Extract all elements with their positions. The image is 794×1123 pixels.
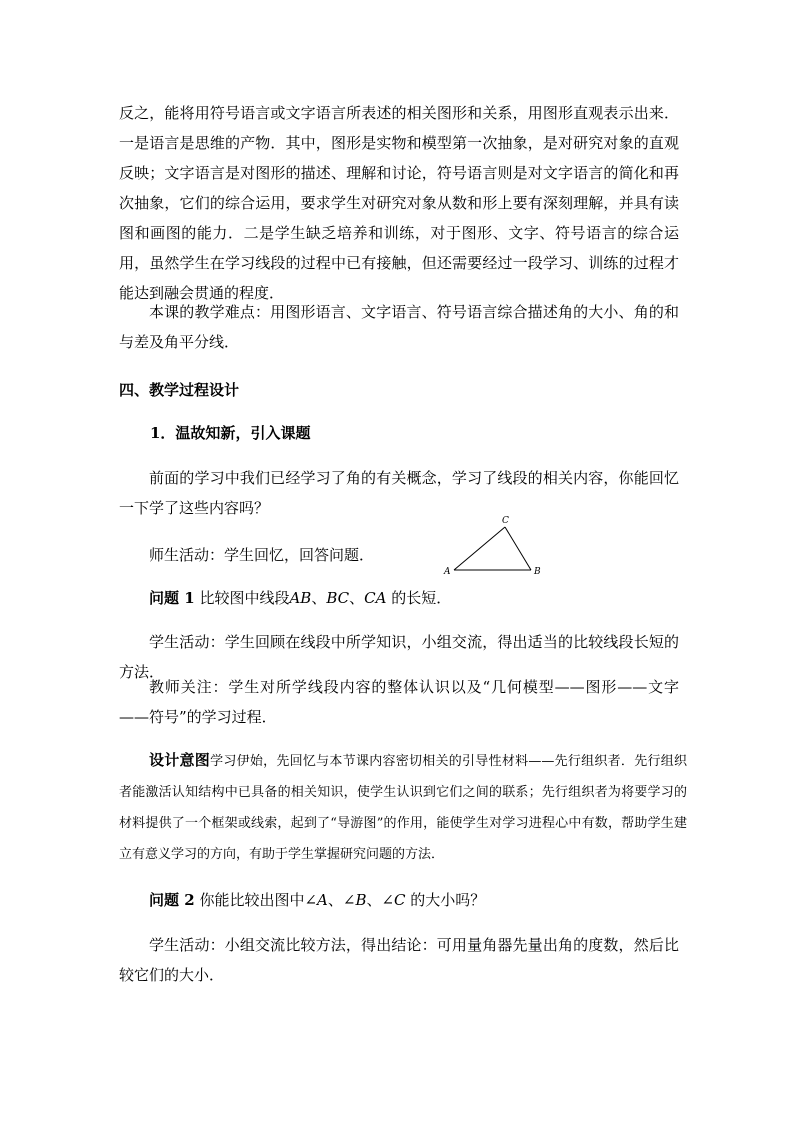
segment-bc-label: BC — [326, 589, 350, 607]
vertex-a-label: A — [444, 567, 451, 577]
question-2 — [119, 885, 679, 915]
intro-paragraph: 反之，能将用符号语言或文字语言所表述的相关图形和关系，用图形直观表示出来．一是语言是思维的产物．其中，图形是实物和模型第一次抽象，是对研究对象的直观反映；文字语言是对图形的描述、理解和讨论，符号语言则是对文字语言的简化和再次抽象，它们的综合运用，要求学生对研究对象从数和形上要有深刻理解，并具有读图和画图的能力．二是学生缺乏培养和训练，对于图形、文字、符号语言的综合运用，虽然学生在学习线段的过程中已有接触，但还需要经过一段学习、训练的过程才能达到融会贯通的程度． — [119, 104, 679, 302]
activity-1-paragraph: 学生活动：学生回顾在线段中所学知识，小组交流，得出适当的比较线段长短的方法． — [119, 633, 679, 681]
question-2-label: 问题 2 — [149, 891, 195, 909]
angle-a-label: ∠A — [304, 891, 328, 909]
vertex-c-label: C — [502, 516, 509, 526]
teacher-student-activity: 师生活动：学生回忆，回答问题． — [149, 546, 375, 564]
separator: 、 — [327, 891, 343, 909]
question-2-text-end: 的大小吗？ — [405, 891, 486, 909]
angle-c-label: ∠C — [381, 891, 406, 909]
vertex-b-label: B — [534, 567, 541, 577]
design-intent-paragraph — [119, 745, 687, 870]
segment-bc — [505, 527, 531, 570]
question-1-text-end: 的长短． — [386, 589, 452, 607]
triangle-figure — [440, 512, 550, 582]
activity-2-paragraph: 学生活动：小组交流比较方法，得出结论：可用量角器先量出角的度数，然后比较它们的大小． — [119, 936, 679, 984]
segment-ab-label: AB — [289, 589, 312, 607]
question-1 — [119, 583, 679, 613]
design-intent-label: 设计意图 — [149, 751, 211, 769]
angle-b-label: ∠B — [342, 891, 367, 909]
section-heading: 四、教学过程设计 — [119, 381, 240, 399]
question-1-label: 问题 1 — [149, 589, 195, 607]
teacher-focus-paragraph: 教师关注：学生对所学线段内容的整体认识以及“几何模型——图形——文字——符号”的学习过程． — [119, 678, 679, 726]
question-2-text: 你能比较出图中 — [194, 891, 305, 909]
separator: 、 — [311, 589, 327, 607]
segment-ca — [454, 527, 505, 570]
segment-ca-label: CA — [364, 589, 387, 607]
step-heading: 1．温故知新，引入课题 — [150, 424, 311, 442]
design-intent-text: 学习伊始，先回忆与本节课内容密切相关的引导性材料——先行组织者．先行组织者能激活认知结构中已具备的相关知识，使学生认识到它们之间的联系；先行组织者为将要学习的材料提供了一个框架或线索，起到了“导游图”的作用，能使学生对学习进程心中有数，帮助学生建立有意义学习的方向，有助于学生掌握研究问题的方法． — [119, 754, 687, 862]
separator: 、 — [349, 589, 365, 607]
separator: 、 — [366, 891, 382, 909]
step-intro-paragraph: 前面的学习中我们已经学习了角的有关概念，学习了线段的相关内容，你能回忆一下学了这些内容吗？ — [119, 469, 679, 517]
question-1-text: 比较图中线段 — [194, 589, 290, 607]
difficulty-paragraph: 本课的教学难点：用图形语言、文字语言、符号语言综合描述角的大小、角的和与差及角平分线． — [119, 303, 679, 351]
